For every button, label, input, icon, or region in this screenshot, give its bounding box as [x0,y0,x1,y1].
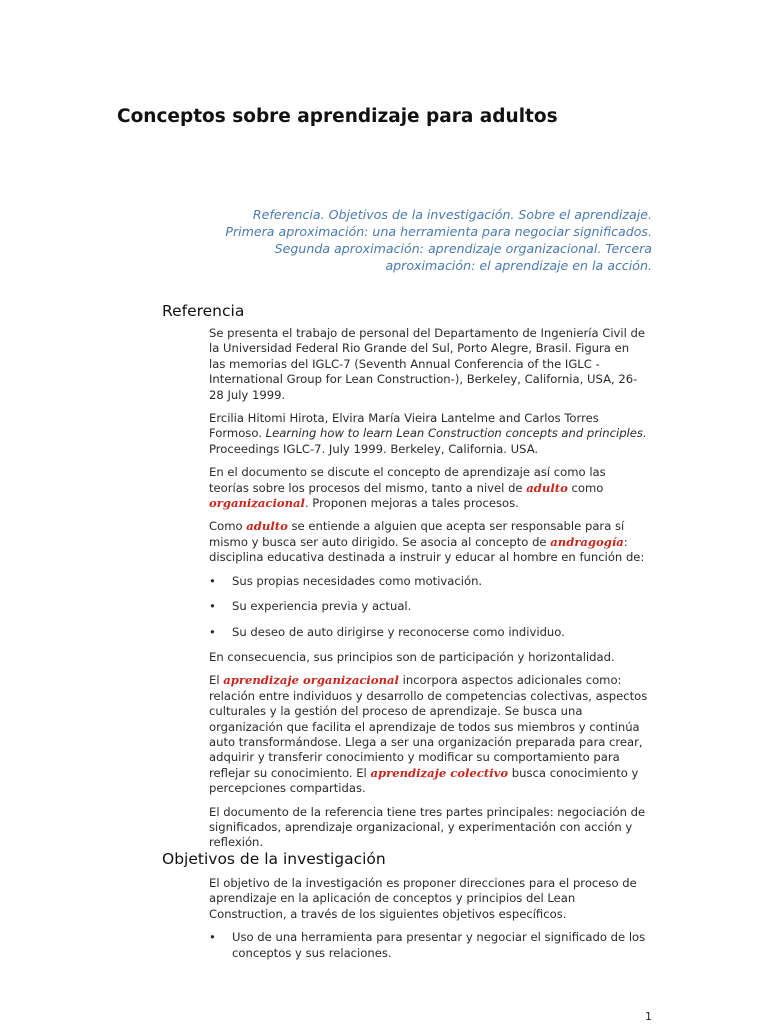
paragraph: El objetivo de la investigación es proponer direcciones para el proceso de aprendizaje en la aplicación de conceptos y principios del Lean Construction, a través de los siguientes objetivos específicos. [209,876,637,921]
text-span: Como [209,519,247,534]
highlight-term: organizacional [209,496,305,511]
section-heading-objetivos: Objetivos de la investigación [162,850,386,868]
section-body-objetivos [209,876,649,971]
text-span: En el documento se discute el concepto de aprendizaje así como las teorías sobre los procesos del mismo, tanto a nivel de [209,465,606,495]
bullet-icon: • [209,930,216,945]
section-body-referencia [209,326,649,859]
highlight-term: andragogía [550,534,624,549]
list-item [209,930,649,961]
text-span: Ercilia Hitomi Hirota, Elvira María Vieira Lantelme and Carlos Torres Formoso. [209,411,599,441]
text-span: se entiende a alguien que acepta ser responsable para sí mismo y busca ser auto dirigido. Se asocia al concepto de [209,519,625,549]
list-item-text: Su deseo de auto dirigirse y reconocerse como individuo. [232,624,565,639]
paragraph [209,411,649,457]
list-item [209,574,649,589]
list-item-text: Sus propias necesidades como motivación. [232,573,483,588]
bullet-icon: • [209,599,216,614]
bullet-list [209,930,649,961]
paragraph: Se presenta el trabajo de personal del Departamento de Ingeniería Civil de la Universidad Federal Rio Grande del Sul, Porto Alegre, Brasil. Figura en las memorias del IGLC-7 (Seventh Annual Conferencia of the IGLC - International Group for Lean Construction-), Berkeley, California, USA, 26-28 July 1999. [209,326,646,402]
text-span: Proceedings IGLC-7. July 1999. Berkeley, California. USA. [209,441,539,456]
bullet-icon: • [209,624,216,639]
list-item-text: Su experiencia previa y actual. [232,599,412,614]
bullet-list [209,574,649,640]
italic-title: Learning how to learn Lean Construction concepts and principles. [265,426,647,441]
paragraph [209,673,649,796]
paragraph: El documento de la referencia tiene tres partes principales: negociación de significados, aprendizaje organizacional, y experimentación con acción y reflexión. [209,804,646,850]
document-title: Conceptos sobre aprendizaje para adultos [117,106,558,127]
paragraph [209,519,649,565]
paragraph: En consecuencia, sus principios son de participación y horizontalidad. [209,649,615,664]
paragraph [209,465,649,511]
highlight-term: adulto [526,480,568,495]
section-heading-referencia: Referencia [162,302,245,320]
list-item-text: Uso de una herramienta para presentar y negociar el significado de los conceptos y sus relaciones. [232,930,646,960]
text-span: incorpora aspectos adicionales como: relación entre individuos y desarrollo de competencias colectivas, aspectos culturales y la gestión del proceso de aprendizaje. Se busca una organización que facilita el aprendizaje de todos sus miembros y continúa auto transformándose. Llega a ser una organización preparada para crear, adquirir y transferir conocimiento y modificar su comportamiento para reflejar su conocimiento. El [209,673,648,780]
highlight-term: adulto [246,519,288,534]
highlight-term: aprendizaje colectivo [370,765,509,780]
text-span: . Proponen mejoras a tales procesos. [304,496,519,511]
text-span: busca conocimiento y percepciones compartidas. [209,765,639,796]
bullet-icon: • [209,573,216,588]
list-item [209,599,649,614]
text-span: El [209,673,224,688]
text-span: como [567,480,604,495]
abstract-summary: Referencia. Objetivos de la investigación. Sobre el aprendizaje. Primera aproximación: una herramienta para negociar significados. Segunda aproximación: aprendizaje organizacional. Tercera aproximación: el aprendizaje en la acción. [225,207,652,273]
text-span: : disciplina educativa destinada a instruir y educar al hombre en función de: [209,534,645,565]
page-number: 1 [645,1010,652,1023]
highlight-term: aprendizaje organizacional [223,673,399,688]
list-item [209,625,649,640]
